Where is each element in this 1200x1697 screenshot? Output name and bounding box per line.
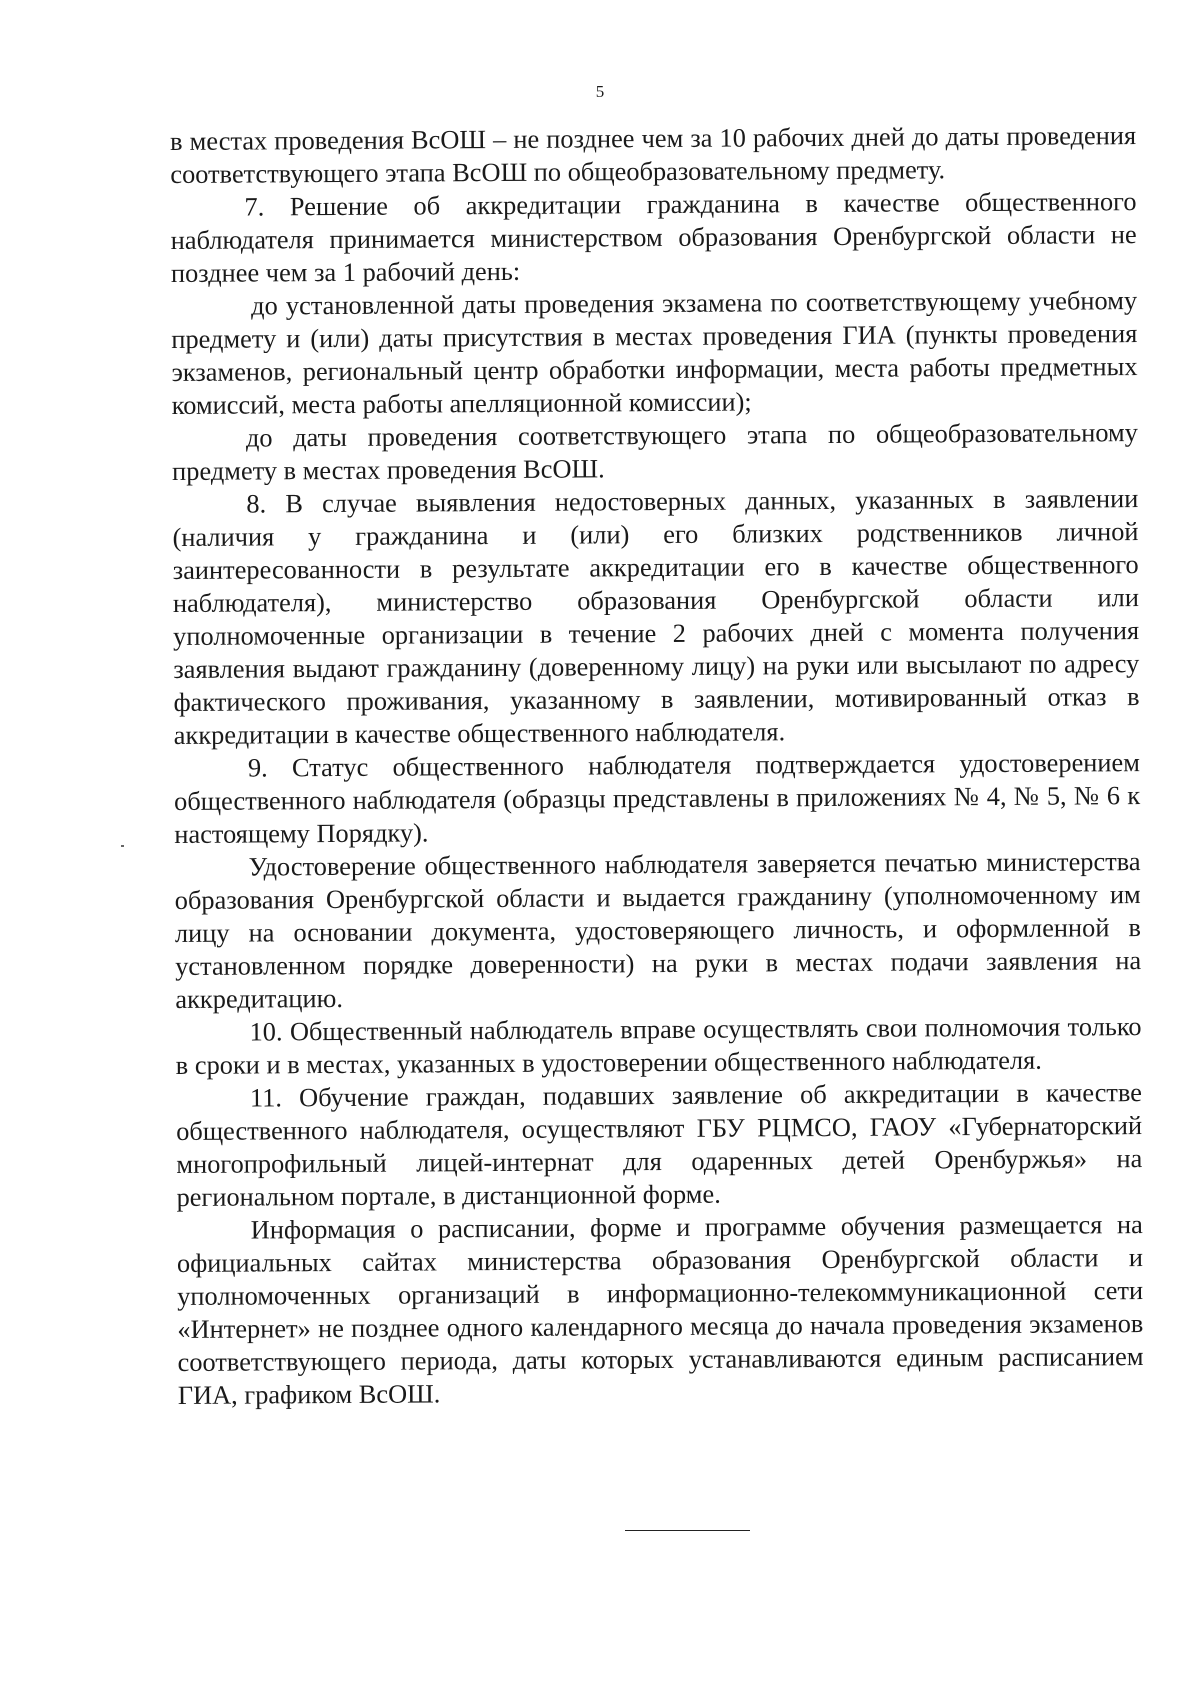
paragraph-item-7-sub-2: до даты проведения соответствующего этапа по общеобразовательному предмету в местах проведения ВсОШ. — [172, 417, 1138, 486]
page-number: 5 — [595, 82, 605, 101]
paragraph-item-10: 10. Общественный наблюдатель вправе осуществлять свои полномочия только в сроки и в местах, указанных в удостоверении общественного наблюдателя. — [175, 1011, 1142, 1080]
paragraph-item-7-sub-1: до установленной даты проведения экзамена по соответствующему учебному предмету и (или) даты присутствия в местах проведения ГИА (пункты проведения экзаменов, региональный центр обработки информации, места работы предметных комиссий, места работы апелляционной комиссии); — [171, 285, 1138, 420]
paragraph-item-11: 11. Обучение граждан, подавших заявление об аккредитации в качестве общественного наблюдателя, осуществляют ГБУ РЦМСО, ГАОУ «Губернаторский многопрофильный лицей-интернат для одаренных детей Оренбуржья» на региональном портале, в дистанционной форме. — [176, 1077, 1143, 1212]
paragraph-item-9: 9. Статус общественного наблюдателя подтверждается удостоверением общественного наблюдателя (образцы представлены в приложениях № 4, № 5, № 6 к настоящему Порядку). — [174, 747, 1141, 849]
paragraph-item-11-info: Информация о расписании, форме и программе обучения размещается на официальных сайтах министерства образования Оренбургской области и уполномоченных организаций в информационно-телекоммуникационной сети «Интернет» не позднее одного календарного месяца до начала проведения экзаменов соответствующего периода, даты которых устанавливаются единым расписанием ГИА, графиком ВсОШ. — [176, 1209, 1144, 1410]
scan-speck — [121, 845, 124, 847]
paragraph-continuation: в местах проведения ВсОШ – не позднее чем за 10 рабочих дней до даты проведения соответствующего этапа ВсОШ по общеобразовательному предмету. — [170, 120, 1137, 189]
end-of-text-rule — [625, 1530, 750, 1531]
document-body — [170, 119, 1144, 1412]
paragraph-item-8: 8. В случае выявления недостоверных данных, указанных в заявлении (наличия у гражданина и (или) его близких родственников личной заинтересованности в результате аккредитации его в качестве общественного наблюдателя), министерство образования Оренбургской области или уполномоченные организации в течение 2 рабочих дней с момента получения заявления выдают гражданину (доверенному лицу) на руки или высылают по адресу фактического проживания, указанному в заявлении, мотивированный отказ в аккредитации в качестве общественного наблюдателя. — [172, 483, 1140, 750]
paragraph-item-9-certificate: Удостоверение общественного наблюдателя заверяется печатью министерства образования Оренбургской области и выдается гражданину (уполномоченному им лицу на основании документа, удостоверяющего личность, и оформленной в установленном порядке доверенности) на руки в местах подачи заявления на аккредитацию. — [174, 846, 1142, 1014]
paragraph-item-7: 7. Решение об аккредитации гражданина в качестве общественного наблюдателя принимается министерством образования Оренбургской области не позднее чем за 1 рабочий день: — [170, 186, 1137, 288]
